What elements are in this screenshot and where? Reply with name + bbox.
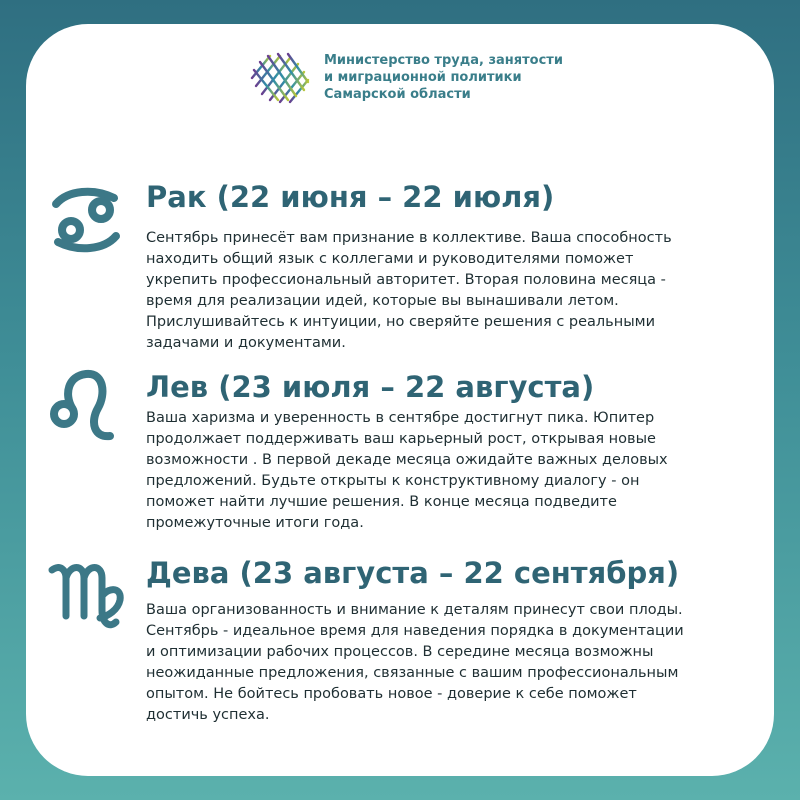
ministry-logo	[248, 46, 568, 116]
description-line: и оптимизации рабочих процессов. В середине месяца возможны	[146, 644, 654, 660]
description-line: задачами и документами.	[146, 335, 346, 351]
sign-description	[146, 408, 756, 534]
description-line: предложений. Будьте открыты к конструктивному диалогу - он	[146, 473, 640, 489]
leo-zodiac-icon	[46, 366, 126, 446]
sign-title: Лев (23 июля – 22 августа)	[146, 370, 595, 404]
description-line: находить общий язык с коллегами и руководителями поможет	[146, 251, 634, 267]
description-line: неожиданные предложения, связанные с вашим профессиональным	[146, 665, 679, 681]
description-line: Ваша харизма и уверенность в сентябре достигнут пика. Юпитер	[146, 410, 655, 426]
description-line: время для реализации идей, которые вы вынашивали летом.	[146, 293, 619, 309]
description-line: достичь успеха.	[146, 707, 270, 723]
ministry-name-line: и миграционной политики	[324, 70, 522, 85]
ministry-name-line: Министерство труда, занятости	[324, 53, 563, 68]
description-line: промежуточные итоги года.	[146, 515, 364, 531]
description-line: Прислушивайтесь к интуиции, но сверяйте решения с реальными	[146, 314, 656, 330]
description-line: Сентябрь принесёт вам признание в коллективе. Ваша способность	[146, 230, 672, 246]
sign-description	[146, 228, 756, 354]
sign-title: Рак (22 июня – 22 июля)	[146, 180, 555, 214]
cancer-zodiac-icon	[46, 180, 126, 260]
description-line: опытом. Не бойтесь пробовать новое - доверие к себе поможет	[146, 686, 637, 702]
description-line: укрепить профессиональный авторитет. Вторая половина месяца -	[146, 272, 666, 288]
description-line: поможет найти лучшие решения. В конце месяца подведите	[146, 494, 617, 510]
virgo-zodiac-icon	[46, 552, 126, 632]
ministry-emblem-icon	[248, 46, 312, 110]
sign-description	[146, 600, 756, 726]
description-line: Ваша организованность и внимание к деталям принесут свои плоды.	[146, 602, 683, 618]
content-card	[26, 24, 774, 776]
ministry-name-line: Самарской области	[324, 87, 471, 102]
ministry-name	[324, 52, 584, 103]
description-line: продолжает поддерживать ваш карьерный рост, открывая новые	[146, 431, 656, 447]
description-line: возможности . В первой декаде месяца ожидайте важных деловых	[146, 452, 668, 468]
sign-title: Дева (23 августа – 22 сентября)	[146, 556, 680, 590]
description-line: Сентябрь - идеальное время для наведения порядка в документации	[146, 623, 684, 639]
